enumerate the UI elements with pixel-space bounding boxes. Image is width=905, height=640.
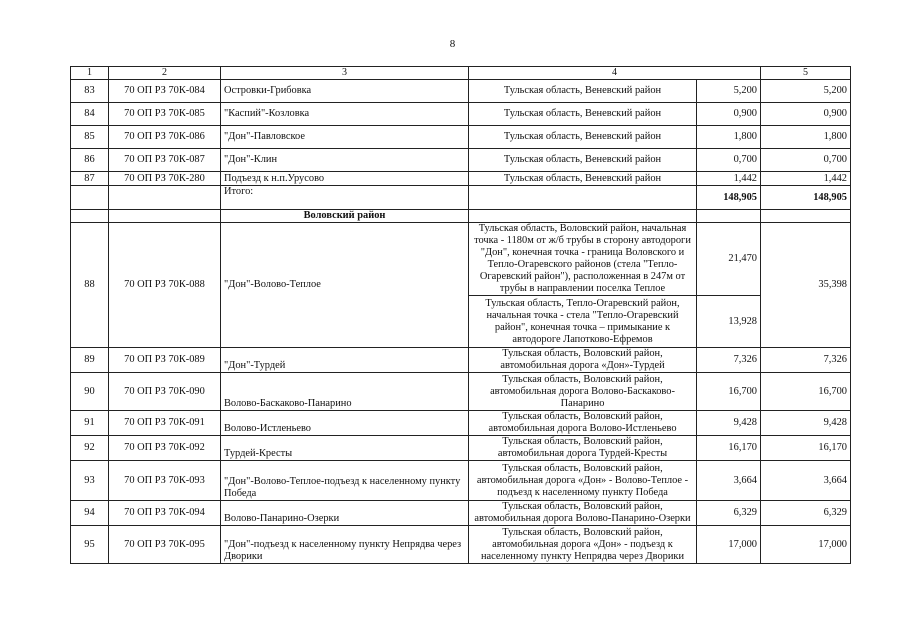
road-name: "Дон"-подъезд к населенному пункту Непрядва через Дворики xyxy=(221,526,469,564)
row-number: 91 xyxy=(71,411,109,436)
road-total: 7,326 xyxy=(761,348,851,373)
table-row xyxy=(71,411,851,436)
row-number: 92 xyxy=(71,436,109,461)
road-code: 70 ОП РЗ 70К-087 xyxy=(109,149,221,172)
road-name: "Дон"-Клин xyxy=(221,149,469,172)
road-total: 0,900 xyxy=(761,103,851,126)
row-number: 95 xyxy=(71,526,109,564)
road-length: 21,470 xyxy=(697,223,761,296)
row-number: 83 xyxy=(71,80,109,103)
table-row xyxy=(71,172,851,186)
road-length: 17,000 xyxy=(697,526,761,564)
road-total: 1,442 xyxy=(761,172,851,186)
road-length: 7,326 xyxy=(697,348,761,373)
road-location: Тульская область, Воловский район, автомобильная дорога Волово-Панарино-Озерки xyxy=(469,501,697,526)
road-length: 0,700 xyxy=(697,149,761,172)
road-total: 17,000 xyxy=(761,526,851,564)
table-row xyxy=(71,461,851,501)
road-location: Тульская область, Воловский район, начальная точка - 1180м от ж/б трубы в сторону автодороги "Дон", конечная точка - граница Воловского и Тепло-Огаревского районов (стела "Тепло-Огаревский район"), расположенная в 247м от трубы в направлении поселка Теплое xyxy=(469,223,697,296)
row-number: 89 xyxy=(71,348,109,373)
road-name: Волово-Панарино-Озерки xyxy=(221,501,469,526)
road-location: Тульская область, Веневский район xyxy=(469,126,697,149)
road-location: Тульская область, Воловский район, автомобильная дорога «Дон»-Турдей xyxy=(469,348,697,373)
road-name: Островки-Грибовка xyxy=(221,80,469,103)
road-name: Волово-Баскаково-Панарино xyxy=(221,373,469,411)
header-cell: 4 xyxy=(469,67,761,80)
road-code: 70 ОП РЗ 70К-085 xyxy=(109,103,221,126)
road-total: 1,800 xyxy=(761,126,851,149)
road-length: 13,928 xyxy=(697,296,761,348)
header-cell: 5 xyxy=(761,67,851,80)
road-code: 70 ОП РЗ 70К-095 xyxy=(109,526,221,564)
road-code: 70 ОП РЗ 70К-088 xyxy=(109,223,221,348)
road-location: Тульская область, Воловский район, автомобильная дорога Турдей-Кресты xyxy=(469,436,697,461)
road-name: Турдей-Кресты xyxy=(221,436,469,461)
road-total: 3,664 xyxy=(761,461,851,501)
row-number: 94 xyxy=(71,501,109,526)
row-number: 93 xyxy=(71,461,109,501)
road-location: Тульская область, Воловский район, автомобильная дорога Волово-Баскаково-Панарино xyxy=(469,373,697,411)
total-label: Итого: xyxy=(221,186,469,210)
road-code: 70 ОП РЗ 70К-084 xyxy=(109,80,221,103)
table-row xyxy=(71,126,851,149)
road-total: 16,170 xyxy=(761,436,851,461)
district-row xyxy=(71,210,851,223)
road-length: 0,900 xyxy=(697,103,761,126)
road-name: "Дон"-Волово-Теплое xyxy=(221,223,469,348)
road-location: Тульская область, Тепло-Огаревский район, начальная точка - стела "Тепло-Огаревский район", конечная точка – примыкание к автодороге Лапотково-Ефремов xyxy=(469,296,697,348)
road-location: Тульская область, Веневский район xyxy=(469,149,697,172)
road-location: Тульская область, Веневский район xyxy=(469,80,697,103)
road-name: "Дон"-Турдей xyxy=(221,348,469,373)
table-row xyxy=(71,80,851,103)
row-number: 87 xyxy=(71,172,109,186)
road-length: 1,800 xyxy=(697,126,761,149)
road-code: 70 ОП РЗ 70К-280 xyxy=(109,172,221,186)
table-row xyxy=(71,436,851,461)
road-name: Подъезд к н.п.Урусово xyxy=(221,172,469,186)
road-code: 70 ОП РЗ 70К-086 xyxy=(109,126,221,149)
road-total: 0,700 xyxy=(761,149,851,172)
total-sum: 148,905 xyxy=(761,186,851,210)
total-length: 148,905 xyxy=(697,186,761,210)
road-name: Волово-Истленьево xyxy=(221,411,469,436)
table-row xyxy=(71,223,851,296)
table-row xyxy=(71,348,851,373)
header-cell: 2 xyxy=(109,67,221,80)
road-length: 3,664 xyxy=(697,461,761,501)
roads-table xyxy=(70,66,851,564)
road-location: Тульская область, Воловский район, автомобильная дорога «Дон» - подъезд к населенному пункту Непрядва через Дворики xyxy=(469,526,697,564)
road-code: 70 ОП РЗ 70К-090 xyxy=(109,373,221,411)
row-number: 90 xyxy=(71,373,109,411)
road-code: 70 ОП РЗ 70К-092 xyxy=(109,436,221,461)
table-row xyxy=(71,526,851,564)
road-name: "Дон"-Павловское xyxy=(221,126,469,149)
road-total: 9,428 xyxy=(761,411,851,436)
header-row xyxy=(71,67,851,80)
road-location: Тульская область, Веневский район xyxy=(469,172,697,186)
road-code: 70 ОП РЗ 70К-093 xyxy=(109,461,221,501)
road-length: 16,700 xyxy=(697,373,761,411)
table-row xyxy=(71,103,851,126)
road-length: 6,329 xyxy=(697,501,761,526)
row-number: 88 xyxy=(71,223,109,348)
road-name: "Каспий"-Козловка xyxy=(221,103,469,126)
road-total: 16,700 xyxy=(761,373,851,411)
header-cell: 3 xyxy=(221,67,469,80)
road-code: 70 ОП РЗ 70К-091 xyxy=(109,411,221,436)
header-cell: 1 xyxy=(71,67,109,80)
road-total: 5,200 xyxy=(761,80,851,103)
road-length: 1,442 xyxy=(697,172,761,186)
road-length: 5,200 xyxy=(697,80,761,103)
road-name: "Дон"-Волово-Теплое-подъезд к населенному пункту Победа xyxy=(221,461,469,501)
road-location: Тульская область, Веневский район xyxy=(469,103,697,126)
road-location: Тульская область, Воловский район, автомобильная дорога «Дон» - Волово-Теплое - подъезд к населенному пункту Победа xyxy=(469,461,697,501)
road-location: Тульская область, Воловский район, автомобильная дорога Волово-Истленьево xyxy=(469,411,697,436)
row-number: 84 xyxy=(71,103,109,126)
district-heading: Воловский район xyxy=(221,210,469,223)
road-length: 9,428 xyxy=(697,411,761,436)
road-code: 70 ОП РЗ 70К-089 xyxy=(109,348,221,373)
road-total: 6,329 xyxy=(761,501,851,526)
road-total: 35,398 xyxy=(761,223,851,348)
road-code: 70 ОП РЗ 70К-094 xyxy=(109,501,221,526)
row-number: 85 xyxy=(71,126,109,149)
table-row xyxy=(71,149,851,172)
table-row xyxy=(71,501,851,526)
total-row xyxy=(71,186,851,210)
road-length: 16,170 xyxy=(697,436,761,461)
table-row xyxy=(71,373,851,411)
page-number: 8 xyxy=(449,38,456,50)
row-number: 86 xyxy=(71,149,109,172)
